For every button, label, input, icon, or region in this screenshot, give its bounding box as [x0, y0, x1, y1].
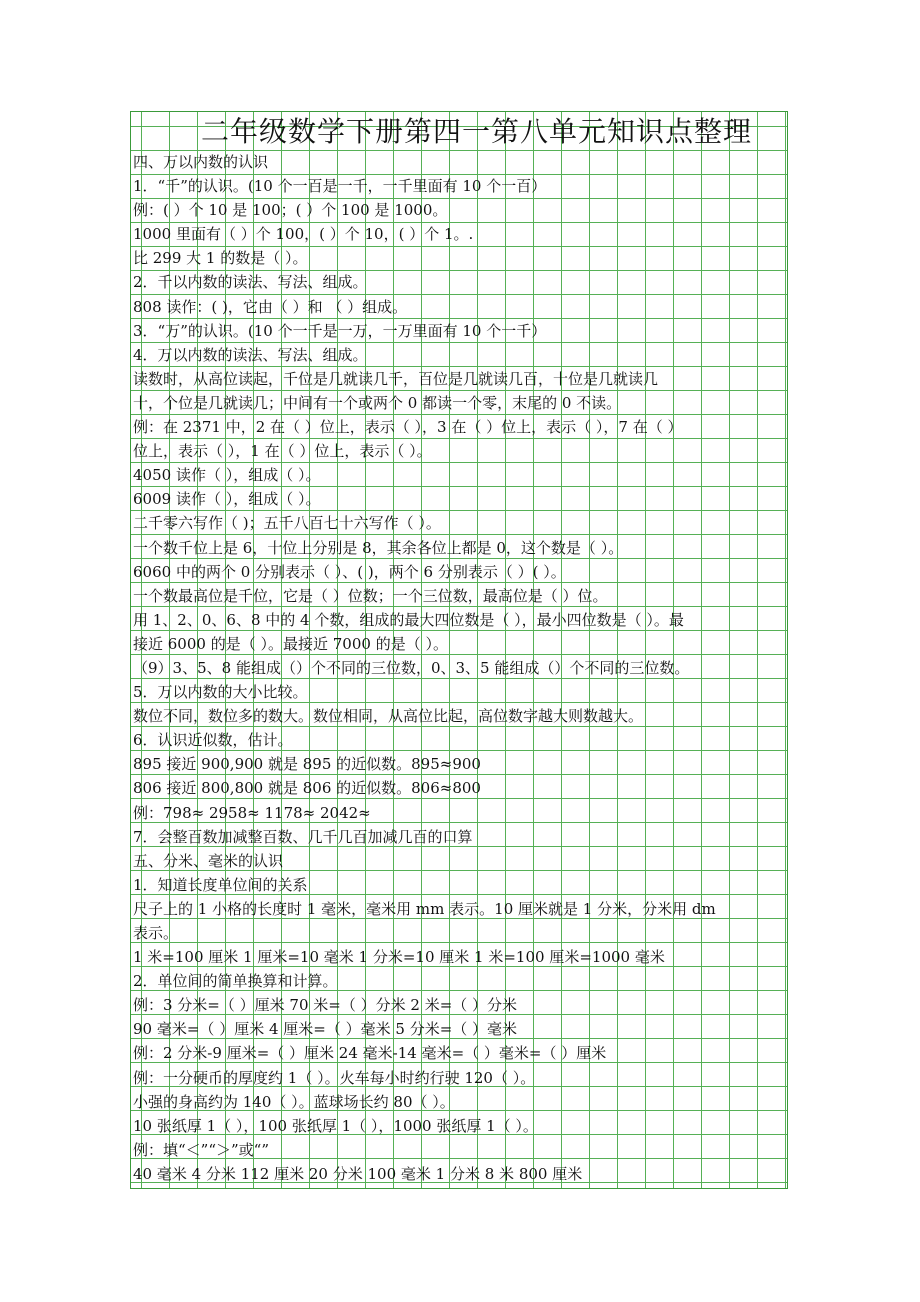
- text-line: 例：在 2371 中，2 在（ ）位上，表示（ ），3 在（ ）位上，表示（ ），7 在（ ）: [133, 418, 683, 437]
- text-line: 接近 6000 的是（ ）。最接近 7000 的是（ ）。: [133, 634, 448, 653]
- text-line: 四、万以内数的认识: [133, 153, 269, 171]
- text-line: （9）3、5、8 能组成（）个不同的三位数，0、3、5 能组成（）个不同的三位数。: [133, 658, 690, 677]
- text-line: 用 1、2、0、6、8 中的 4 个数，组成的最大四位数是（ ），最小四位数是（ ）。最: [133, 610, 684, 629]
- text-line: 2．单位间的简单换算和计算。: [133, 972, 338, 991]
- grid-sheet: [130, 111, 788, 1189]
- text-line: 例：一分硬币的厚度约 1（ ）。火车每小时约行驶 120（ ）。: [133, 1068, 536, 1087]
- text-line: 6060 中的两个 0 分别表示（ ）、( )，两个 6 分别表示（ ）( ）。: [133, 562, 566, 581]
- text-line: 1 米=100 厘米 1 厘米=10 毫米 1 分米=10 厘米 1 米=100 厘米=1000 毫米: [133, 948, 665, 967]
- text-line: 4050 读作（ ），组成（ ）。: [133, 466, 321, 485]
- text-line: 五、分米、毫米的认识: [133, 851, 284, 870]
- text-line: 尺子上的 1 小格的长度时 1 毫米，毫米用 mm 表示。10 厘米就是 1 分米，分米用 dm: [133, 899, 716, 918]
- text-line: 二千零六写作（ )；五千八百七十六写作（ ）。: [133, 514, 441, 533]
- text-line: 小强的身高约为 140（ ）。蓝球场长约 80（ ）。: [133, 1092, 455, 1111]
- text-line: 十，个位是几就读几；中间有一个或两个 0 都读一个零，末尾的 0 不读。: [133, 393, 622, 412]
- text-line: 读数时，从高位读起，千位是几就读几千，百位是几就读几百，十位是几就读几: [133, 369, 659, 388]
- text-line: 例：3 分米=（ ）厘米 70 米=（ ）分米 2 米=（ ）分米: [133, 996, 518, 1015]
- text-line: 例：填“＜”“＞”或“”: [133, 1140, 270, 1159]
- text-line: 7．会整百数加减整百数、几千几百加减几百的口算: [133, 827, 473, 846]
- text-line: 比 299 大 1 的数是（ ）。: [133, 249, 308, 268]
- text-line: 例：( ）个 10 是 100；( ）个 100 是 1000。: [133, 201, 448, 220]
- text-line: 90 毫米=（ ）厘米 4 厘米=（ ）毫米 5 分米=（ ）毫米: [133, 1020, 518, 1039]
- text-line: 10 张纸厚 1（ ），100 张纸厚 1（ ），1000 张纸厚 1（ ）。: [133, 1116, 538, 1135]
- text-line: 1．知道长度单位间的关系: [133, 875, 308, 894]
- text-line: 4．万以内数的读法、写法、组成。: [133, 345, 368, 364]
- text-line: 例：2 分米-9 厘米=（ ）厘米 24 毫米-14 毫米=（ ）毫米=（ ）厘米: [133, 1044, 607, 1063]
- text-line: 表示。: [133, 924, 179, 942]
- text-line: 6．认识近似数，估计。: [133, 731, 293, 750]
- text-line: 40 毫米 4 分米 112 厘米 20 分米 100 毫米 1 分米 8 米 800 厘米: [133, 1164, 583, 1183]
- text-line: 1．“千”的认识。(10 个一百是一千，一千里面有 10 个一百）: [133, 177, 547, 196]
- text-line: 例：798≈ 2958≈ 1178≈ 2042≈: [133, 803, 371, 822]
- text-line: 808 读作：( )，它由（ ）和 （ ）组成。: [133, 297, 408, 316]
- text-line: 一个数最高位是千位，它是（ ）位数；一个三位数，最高位是（ ）位。: [133, 586, 608, 605]
- page-title: 二年级数学下册第四一第八单元知识点整理: [201, 115, 753, 148]
- text-line: 一个数千位上是 6，十位上分别是 8，其余各位上都是 0，这个数是（ ）。: [133, 538, 624, 557]
- text-line: 1000 里面有（ ）个 100，( ）个 10，( ）个 1。.: [133, 225, 474, 244]
- text-line: 806 接近 800,800 就是 806 的近似数。806≈800: [133, 779, 481, 798]
- text-line: 数位不同，数位多的数大。数位相同，从高位比起，高位数字越大则数越大。: [133, 707, 644, 726]
- text-line: 5．万以内数的大小比较。: [133, 683, 308, 702]
- text-line: 2．千以内数的读法、写法、组成。: [133, 273, 368, 292]
- text-line: 6009 读作（ ），组成（ ）。: [133, 490, 321, 509]
- content-lines: [133, 150, 788, 1186]
- text-line: 位上，表示（ ），1 在（ ）位上，表示（ ）。: [133, 442, 432, 461]
- text-line: 895 接近 900,900 就是 895 的近似数。895≈900: [133, 755, 481, 774]
- text-line: 3．“万”的认识。(10 个一千是一万，一万里面有 10 个一千）: [133, 321, 547, 340]
